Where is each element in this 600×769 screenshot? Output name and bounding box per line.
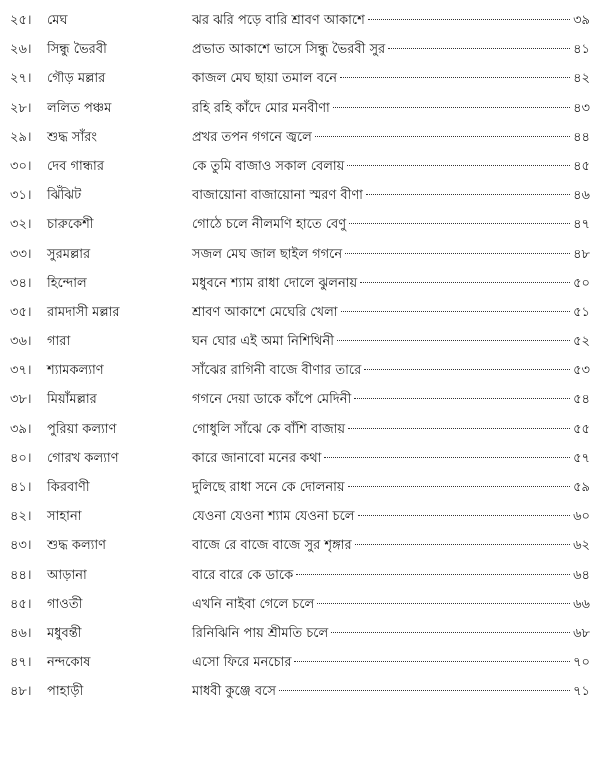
page-number: ৫১	[573, 304, 590, 320]
song-title: কারে জানাবো মনের কথা	[192, 450, 322, 466]
dot-leader	[296, 574, 570, 575]
song-title: গগনে দেয়া ডাকে কাঁপে মেদিনী	[192, 392, 352, 408]
song-title: ঝর ঝরি পড়ে বারি শ্রাবণ আকাশে	[192, 13, 365, 28]
page-number: ৪৩	[573, 100, 590, 116]
raga-name: দেব গান্ধার	[47, 158, 104, 174]
song-entry	[192, 186, 590, 206]
toc-entry	[0, 186, 600, 215]
dot-leader	[360, 282, 570, 283]
dot-leader	[333, 107, 570, 108]
page-number: ৫৪	[573, 392, 590, 408]
song-title: কাজল মেঘ ছায়া তমাল বনে	[192, 71, 337, 87]
toc-entry	[0, 40, 600, 69]
song-title: মধুবনে শ্যাম রাধা দোলে ঝুলনায়	[192, 275, 358, 291]
page-number: ৫৫	[573, 421, 590, 437]
song-title: প্রখর তপন গগনে জ্বলে	[192, 129, 312, 145]
toc-entry	[0, 536, 600, 565]
entry-number: ৩৫।	[10, 304, 32, 320]
page-number: ৫২	[573, 334, 590, 350]
raga-name: গৌড় মল্লার	[47, 71, 106, 87]
song-title: এখনি নাইবা গেলে চলে	[192, 596, 315, 612]
dot-leader	[341, 311, 571, 312]
song-title: রহি রহি কাঁদে মোর মনবীণা	[192, 100, 330, 116]
toc-entry	[0, 245, 600, 274]
raga-name: ঝিঁঝিট	[47, 188, 82, 204]
dot-leader	[331, 632, 570, 633]
entry-number: ৪৬।	[10, 625, 32, 641]
song-title: সজল মেঘ জাল ছাইল গগনে	[192, 246, 343, 262]
entry-number: ৩০।	[10, 158, 32, 174]
song-entry	[192, 595, 590, 615]
song-entry	[192, 566, 590, 586]
toc-entry	[0, 128, 600, 157]
toc-entry	[0, 624, 600, 653]
song-entry	[192, 420, 590, 440]
raga-name: আড়ানা	[47, 567, 87, 583]
dot-leader	[340, 77, 570, 78]
dot-leader	[348, 428, 570, 429]
entry-number: ৪৪।	[10, 567, 32, 583]
song-entry	[192, 624, 590, 644]
page-number: ৬০	[573, 509, 590, 525]
toc-entry	[0, 390, 600, 419]
page-number: ৬৪	[573, 567, 590, 583]
page-number: ৫৩	[573, 363, 590, 379]
dot-leader	[349, 223, 570, 224]
song-entry	[192, 361, 590, 381]
raga-name: নন্দকোষ	[47, 655, 91, 671]
entry-number: ৪১।	[10, 480, 32, 495]
song-title: দুলিছে রাধা সনে কে দোলনায়	[192, 480, 345, 495]
entry-number: ৪২।	[10, 509, 32, 525]
song-entry	[192, 215, 590, 235]
raga-name: শ্যামকল্যাণ	[47, 363, 104, 379]
toc-entry	[0, 69, 600, 98]
toc-entry	[0, 157, 600, 186]
page-number: ৫৭	[573, 450, 590, 466]
page-number: ৪৪	[573, 129, 590, 145]
page-number: ৪৭	[573, 217, 590, 233]
raga-name: শুদ্ধ কল্যাণ	[47, 538, 107, 554]
raga-name: সুরমল্লার	[47, 246, 91, 262]
toc-entry	[0, 361, 600, 390]
song-title: যেওনা যেওনা শ্যাম যেওনা চলে	[192, 509, 355, 525]
entry-number: ২৮।	[10, 100, 32, 116]
song-entry	[192, 536, 590, 556]
song-entry	[192, 40, 590, 60]
page-number: ৪৬	[573, 188, 590, 204]
song-title: বাজায়োনা বাজায়োনা স্মরণ বীণা	[192, 188, 363, 204]
page-number: ৭০	[573, 655, 590, 671]
song-entry	[192, 303, 590, 323]
entry-number: ৪৭।	[10, 655, 32, 671]
dot-leader	[345, 253, 570, 254]
entry-number: ২৭।	[10, 71, 32, 87]
dot-leader	[317, 603, 570, 604]
song-entry	[192, 69, 590, 89]
entry-number: ৩৬।	[10, 334, 32, 350]
page-number: ৬৮	[573, 625, 590, 641]
dot-leader	[364, 369, 570, 370]
toc-entry	[0, 332, 600, 361]
raga-name: কিরবাণী	[47, 480, 90, 495]
song-title: গোধুলি সাঁঝে কে বাঁশি বাজায়	[192, 421, 346, 437]
entry-number: ২৯।	[10, 129, 32, 145]
page-number: ৭১	[573, 684, 590, 700]
dot-leader	[294, 661, 570, 662]
page-number: ৬৬	[573, 596, 590, 612]
song-title: কে তুমি বাজাও সকাল বেলায়	[192, 158, 345, 174]
toc-entry	[0, 507, 600, 536]
song-entry	[192, 128, 590, 148]
toc-entry	[0, 215, 600, 244]
raga-name: চারুকেশী	[47, 217, 94, 233]
song-entry	[192, 682, 590, 702]
page-number: ৪১	[573, 42, 590, 58]
entry-number: ৩৭।	[10, 363, 32, 379]
dot-leader	[358, 515, 571, 516]
song-title: মাধবী কুঞ্জে বসে	[192, 684, 276, 700]
song-title: বারে বারে কে ডাকে	[192, 567, 294, 583]
page-number: ৪২	[573, 71, 590, 87]
song-entry	[192, 332, 590, 352]
song-title: ঘন ঘোর এই অমা নিশিথিনী	[192, 334, 334, 350]
song-entry	[192, 245, 590, 265]
song-title: গোঠে চলে নীলমণি হাতে বেণু	[192, 217, 347, 233]
song-entry	[192, 274, 590, 294]
song-title: সাঁঝের রাগিনী বাজে বীণার তারে	[192, 363, 362, 379]
song-title: প্রভাত আকাশে ভাসে সিন্ধু ভৈরবী সুর	[192, 42, 386, 58]
entry-number: ৩১।	[10, 188, 32, 204]
song-title: বাজে রে বাজে বাজে সুর শৃঙ্গার	[192, 538, 352, 554]
entry-number: ৩৩।	[10, 246, 32, 262]
dot-leader	[355, 544, 570, 545]
dot-leader	[366, 194, 570, 195]
toc-entry	[0, 653, 600, 682]
entry-number: ২৫।	[10, 13, 32, 28]
page-number: ৫৯	[573, 480, 590, 495]
toc-entry	[0, 274, 600, 303]
dot-leader	[368, 19, 570, 20]
toc-entry	[0, 303, 600, 332]
song-entry	[192, 478, 590, 498]
entry-number: ৩৯।	[10, 421, 32, 437]
raga-name: মিয়াঁমল্লার	[47, 392, 97, 408]
song-entry	[192, 99, 590, 119]
song-entry	[192, 653, 590, 673]
song-title: শ্রাবণ আকাশে মেঘেরি খেলা	[192, 304, 338, 320]
toc-entry	[0, 449, 600, 478]
toc-entry	[0, 566, 600, 595]
toc-entry	[0, 11, 600, 40]
dot-leader	[324, 457, 570, 458]
table-of-contents	[0, 11, 600, 712]
entry-number: ৪০।	[10, 450, 32, 466]
page-number: ৫০	[573, 275, 590, 291]
entry-number: ৪৩।	[10, 538, 32, 554]
song-entry	[192, 11, 590, 31]
song-title: এসো ফিরে মনচোর	[192, 655, 292, 671]
dot-leader	[347, 165, 570, 166]
entry-number: ৪৫।	[10, 596, 32, 612]
dot-leader	[388, 48, 570, 49]
dot-leader	[354, 398, 570, 399]
raga-name: সাহানা	[47, 509, 82, 525]
dot-leader	[279, 690, 570, 691]
toc-entry	[0, 682, 600, 711]
raga-name: শুদ্ধ সাঁরং	[47, 129, 97, 145]
entry-number: ২৬।	[10, 42, 32, 58]
toc-entry	[0, 478, 600, 507]
song-entry	[192, 507, 590, 527]
raga-name: গারা	[47, 334, 71, 350]
song-title: রিনিঝিনি পায় শ্রীমতি চলে	[192, 625, 329, 641]
raga-name: সিন্ধু ভৈরবী	[47, 42, 107, 58]
entry-number: ৩২।	[10, 217, 32, 233]
entry-number: ৪৮।	[10, 684, 32, 700]
raga-name: পুরিয়া কল্যাণ	[47, 421, 117, 437]
song-entry	[192, 157, 590, 177]
raga-name: পাহাড়ী	[47, 684, 84, 700]
raga-name: গোরখ কল্যাণ	[47, 450, 119, 466]
page-number: ৪৫	[573, 158, 590, 174]
raga-name: মধুবন্তী	[47, 625, 82, 641]
raga-name: হিন্দোল	[47, 275, 87, 291]
raga-name: রামদাসী মল্লার	[47, 304, 120, 320]
entry-number: ৩৪।	[10, 275, 32, 291]
song-entry	[192, 449, 590, 469]
dot-leader	[348, 486, 571, 487]
toc-entry	[0, 99, 600, 128]
entry-number: ৩৮।	[10, 392, 32, 408]
dot-leader	[337, 340, 570, 341]
toc-entry	[0, 595, 600, 624]
raga-name: গাওতী	[47, 596, 83, 612]
toc-entry	[0, 420, 600, 449]
song-entry	[192, 390, 590, 410]
page-number: ৩৯	[573, 13, 590, 28]
page-number: ৬২	[573, 538, 590, 554]
raga-name: মেঘ	[47, 13, 68, 28]
page-number: ৪৮	[573, 246, 590, 262]
raga-name: ললিত পঞ্চম	[47, 100, 112, 116]
dot-leader	[315, 136, 570, 137]
